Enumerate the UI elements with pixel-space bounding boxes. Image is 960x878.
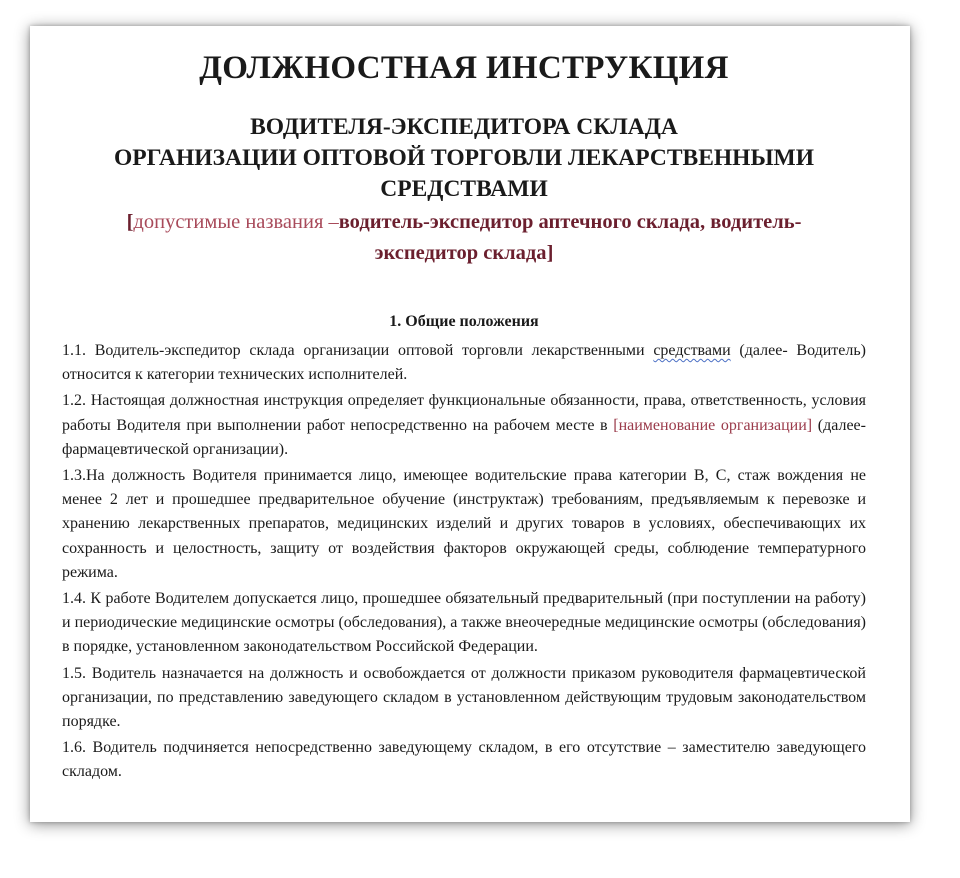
clause-1-1	[62, 339, 866, 387]
alt-bracket-close: ]	[546, 242, 554, 264]
clause-1-1-text-a: 1.1. Водитель-экспедитор склада организации оптовой торговли лекарственными	[62, 342, 654, 359]
clause-1-6: 1.6. Водитель подчиняется непосредственно заведующему складом, в его отсутствие – заместителю заведующего складом.	[62, 739, 866, 781]
clause-1-2-text-a: 1.2. Настоящая должностная инструкция определяет функциональные обязанности, права, ответственность, условия работы Водителя при выполнении работ непосредственно на рабочем месте в	[62, 392, 866, 434]
alt-names-list: водитель-экспедитор аптечного склада, водитель-экспедитор склада	[338, 211, 802, 264]
spellcheck-underlined-word: средствами	[653, 342, 731, 359]
section-heading-general: 1. Общие положения	[389, 313, 539, 330]
clause-1-4: 1.4. К работе Водителем допускается лицо, прошедшее обязательный предварительный (при поступлении на работу) и периодические медицинские осмотры (обследования), а также внеочередные медицинские осмотры (обследования) в порядке, установленном законодательством Российской Федерации.	[62, 590, 866, 656]
document-title: ДОЛЖНОСТНАЯ ИНСТРУКЦИЯ	[199, 50, 729, 86]
alt-names-prefix: допустимые названия –	[133, 211, 339, 233]
subtitle-line-2: ОРГАНИЗАЦИИ ОПТОВОЙ ТОРГОВЛИ ЛЕКАРСТВЕННЫМИ СРЕДСТВАМИ	[114, 145, 814, 202]
document-page	[30, 26, 910, 822]
document-subtitle	[98, 112, 830, 205]
clause-1-1-text-b: (далее- Водитель) относится к категории технических исполнителей.	[62, 342, 867, 384]
clause-1-5: 1.5. Водитель назначается на должность и освобождается от должности приказом руководителя фармацевтической организации, по представлению заведующего складом в установленном действующим трудовым законодательством порядке.	[62, 664, 866, 731]
clause-1-2-text-b: (далее- фармацевтической организации).	[62, 416, 866, 458]
clause-1-2	[62, 389, 866, 462]
organization-name-placeholder: [наименование организации]	[613, 416, 813, 434]
subtitle-line-1: ВОДИТЕЛЯ-ЭКСПЕДИТОРА СКЛАДА	[250, 114, 678, 140]
alt-bracket-open: [	[126, 211, 134, 233]
clause-1-3: 1.3.На должность Водителя принимается лицо, имеющее водительские права категории В, С, стаж вождения не менее 2 лет и прошедшее предварительное обучение (инструктаж) требованиям, предъявляемым к перевозке и хранению лекарственных препаратов, медицинских изделий и других товаров в условиях, обеспечивающих их сохранность и целостность, защиту от воздействия факторов окружающей среды, соблюдение температурного режима.	[62, 467, 866, 581]
alternative-titles	[86, 207, 842, 269]
